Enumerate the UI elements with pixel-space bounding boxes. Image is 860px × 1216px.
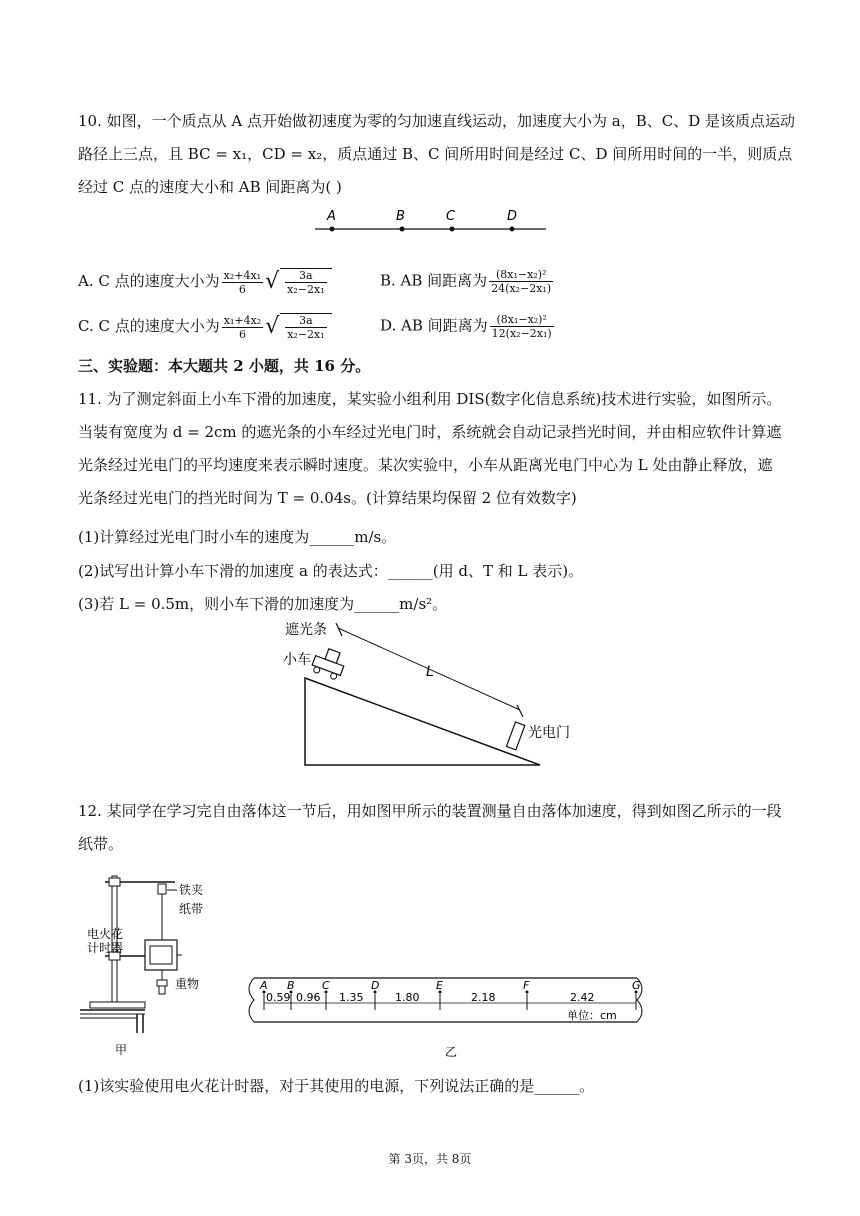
- option-a-radicand: [285, 269, 326, 296]
- tape-point-g: G: [632, 979, 641, 992]
- tape-value-ef: 2.18: [471, 991, 496, 1004]
- incline-diagram: [280, 620, 590, 770]
- q12-line1: 12. 某同学在学习完自由落体这一节后，用如图甲所示的装置测量自由落体加速度，得到如图乙所示的一段: [78, 802, 782, 820]
- label-tape: 纸带: [179, 902, 204, 916]
- point-d-label: D: [507, 209, 518, 224]
- tape-point-f: F: [523, 979, 530, 992]
- option-c-numerator: x₁+4x₂: [223, 313, 262, 327]
- option-d-fraction: [490, 313, 554, 340]
- tape-value-de: 1.80: [395, 991, 420, 1004]
- radical-sign-icon: √: [265, 269, 280, 294]
- label-jia: 甲: [115, 1043, 128, 1057]
- label-L: L: [426, 664, 434, 680]
- point-c-label: C: [446, 209, 456, 224]
- point-a-label: A: [327, 209, 336, 224]
- q10-line1: 10. 如图，一个质点从 A 点开始做初速度为零的匀加速直线运动，加速度大小为 a，B、C、D 是该质点运动: [78, 112, 796, 130]
- option-b-denominator: 24(x₂−2x₁): [491, 282, 552, 295]
- tape-point-d: D: [371, 979, 380, 992]
- label-timer-2: 计时器: [87, 941, 124, 955]
- q12-sub1: (1)该实验使用电火花计时器，对于其使用的电源，下列说法正确的是______。: [78, 1077, 595, 1095]
- q10-line3: 经过 C 点的速度大小和 AB 间距离为( ): [78, 178, 342, 196]
- q10-option-b[interactable]: [380, 268, 555, 295]
- option-a-denominator: 6: [238, 282, 246, 296]
- option-c-radicand-den: x₂−2x₁: [287, 328, 325, 341]
- point-b-label: B: [396, 209, 405, 224]
- q10-line-diagram: [310, 205, 550, 237]
- q11-sub2: (2)试写出计算小车下滑的加速度 a 的表达式：______(用 d、T 和 L 表示)。: [78, 562, 584, 580]
- q10-option-d[interactable]: [380, 313, 556, 340]
- apparatus-diagram: [75, 868, 235, 1058]
- car-icon: [310, 645, 348, 681]
- section-3-heading: 三、实验题：本大题共 2 小题，共 16 分。: [78, 357, 371, 375]
- q11-sub1: (1)计算经过光电门时小车的速度为______m/s。: [78, 528, 397, 546]
- option-d-denominator: 12(x₂−2x₁): [491, 327, 552, 340]
- option-c-fraction: [222, 314, 263, 341]
- option-a-fraction: [222, 269, 263, 296]
- label-weight: 重物: [175, 977, 200, 991]
- tape-point-a: A: [260, 979, 268, 992]
- option-c-text: C. C 点的速度大小为: [78, 317, 220, 335]
- option-c-radicand: [285, 314, 326, 341]
- option-d-text: D. AB 间距离为: [380, 316, 488, 335]
- point-b-dot: [400, 227, 405, 232]
- point-d-dot: [510, 227, 515, 232]
- tape-unit: 单位：cm: [567, 1009, 617, 1022]
- option-c-radicand-num: 3a: [285, 314, 326, 328]
- q11-line4: 光条经过光电门的挡光时间为 T = 0.04s。(计算结果均保留 2 位有效数字): [78, 489, 577, 507]
- q11-sub3: (3)若 L = 0.5m，则小车下滑的加速度为______m/s²。: [78, 595, 448, 613]
- option-a-radicand-num: 3a: [285, 269, 326, 283]
- q10-line2: 路径上三点，且 BC = x₁，CD = x₂，质点通过 B、C 间所用时间是经过 C、D 间所用时间的一半，则质点: [78, 145, 793, 163]
- paper-tape-diagram: [242, 970, 662, 1060]
- q11-line2: 当装有宽度为 d = 2cm 的遮光条的小车经过光电门时，系统就会自动记录挡光时间，并由相应软件计算遮: [78, 423, 782, 441]
- option-b-fraction: [489, 268, 553, 295]
- label-photogate: 光电门: [528, 725, 570, 741]
- q11-line3: 光条经过光电门的平均速度来表示瞬时速度。某次实验中，小车从距离光电门中心为 L 处由静止释放，遮: [78, 456, 773, 474]
- tape-value-fg: 2.42: [570, 991, 595, 1004]
- option-a-radicand-den: x₂−2x₁: [287, 283, 325, 296]
- option-c-denominator: 6: [238, 327, 246, 341]
- label-clamp: 铁夹: [179, 883, 204, 897]
- label-car: 小车: [283, 652, 311, 668]
- label-timer-1: 电火花: [87, 927, 124, 941]
- photogate-icon: [506, 722, 524, 750]
- point-a-dot: [330, 227, 335, 232]
- radical-sign-icon: √: [265, 314, 280, 339]
- option-b-text: B. AB 间距离为: [380, 271, 488, 290]
- tape-point-c: C: [322, 979, 330, 992]
- label-strip: 遮光条: [285, 622, 327, 638]
- tape-value-ab: 0.59: [266, 991, 291, 1004]
- tape-point-b: B: [287, 979, 295, 992]
- page-footer: 第 3页，共 8页: [388, 1152, 472, 1166]
- q10-option-a[interactable]: [78, 268, 332, 296]
- tape-value-cd: 1.35: [339, 991, 364, 1004]
- label-yi: 乙: [445, 1045, 458, 1059]
- option-b-numerator: (8x₁−x₂)²: [489, 268, 553, 282]
- tape-value-bc: 0.96: [296, 991, 321, 1004]
- point-c-dot: [450, 227, 455, 232]
- tape-point-e: E: [436, 979, 443, 992]
- option-a-numerator: x₂+4x₁: [223, 268, 262, 282]
- option-d-numerator: (8x₁−x₂)²: [490, 313, 554, 327]
- q11-line1: 11. 为了测定斜面上小车下滑的加速度，某实验小组利用 DIS(数字化信息系统)技术进行实验，如图所示。: [78, 390, 782, 408]
- option-a-text: A. C 点的速度大小为: [78, 272, 220, 290]
- q10-option-c[interactable]: [78, 313, 332, 341]
- q12-line2: 纸带。: [78, 835, 124, 853]
